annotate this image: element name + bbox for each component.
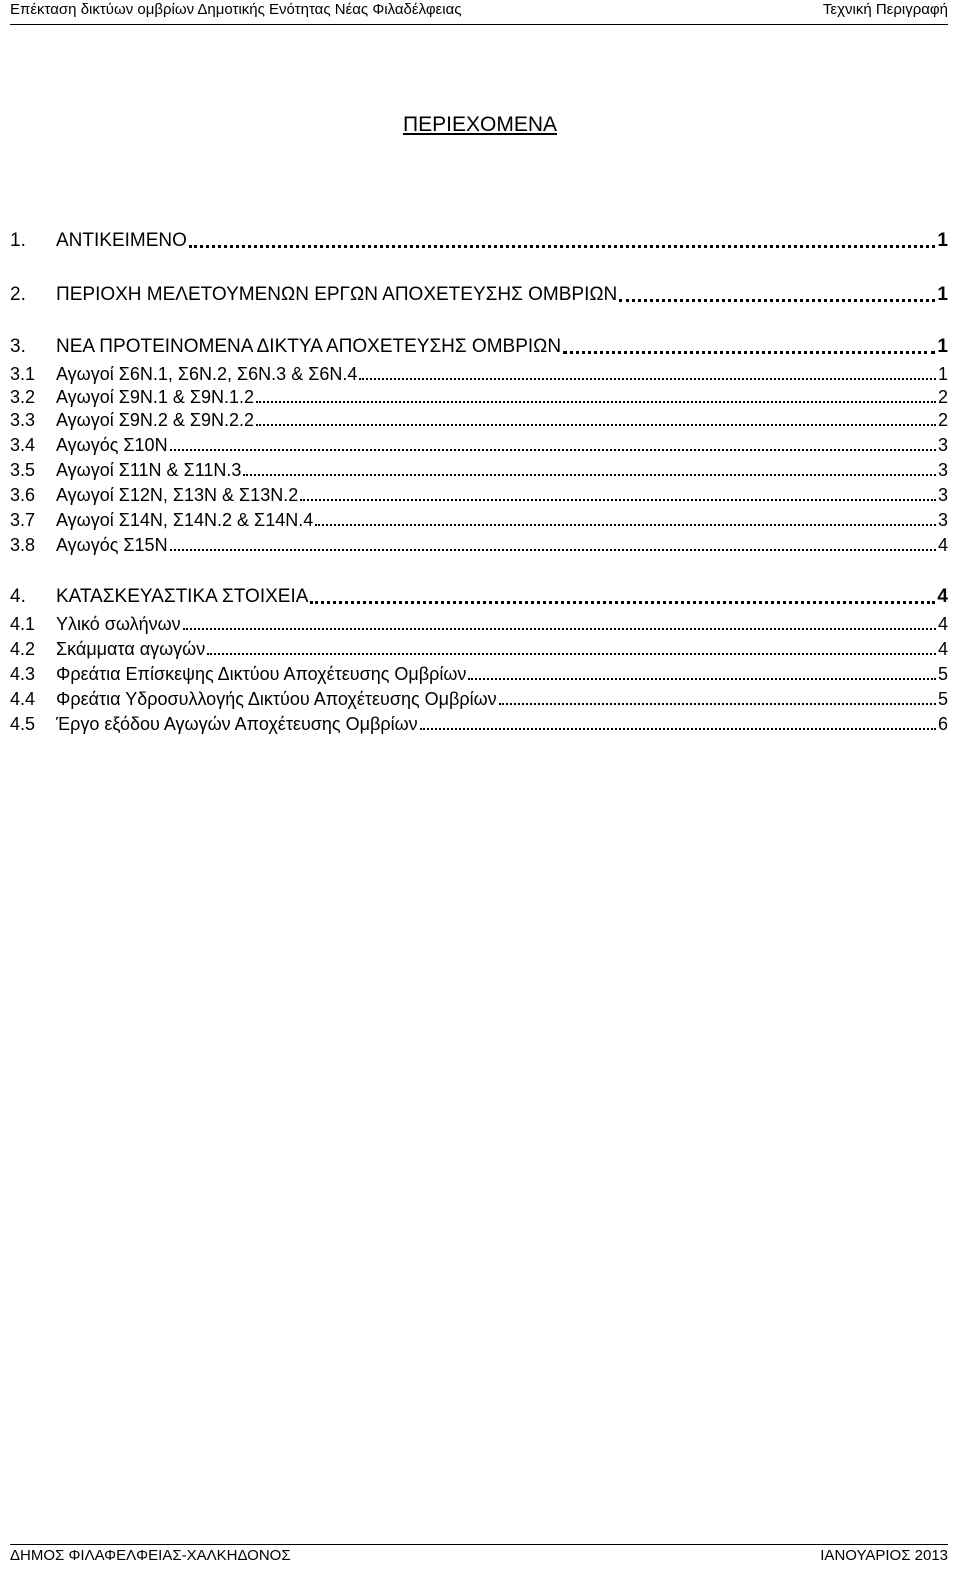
toc-dot-leader <box>189 245 936 248</box>
toc-entry-label: Αγωγοί Σ11Ν & Σ11Ν.3 <box>56 460 242 480</box>
toc-entry-3-6[interactable] <box>10 484 948 506</box>
toc-entry-page: 3 <box>937 485 948 505</box>
toc-entry-page: 1 <box>937 284 948 305</box>
toc-entry-label: ΝΕΑ ΠΡΟΤΕΙΝΟΜΕΝΑ ΔΙΚΤΥΑ ΑΠΟΧΕΤΕΥΣΗΣ ΟΜΒΡΙΩΝ <box>56 336 562 357</box>
toc-entry-page: 5 <box>937 689 948 709</box>
toc-entry-number: 4.2 <box>10 639 36 659</box>
toc-dot-leader <box>359 378 936 380</box>
toc-entry-4-5[interactable] <box>10 713 948 735</box>
toc-entry-label: Αγωγοί Σ12Ν, Σ13Ν & Σ13Ν.2 <box>56 485 299 505</box>
toc-entry-3-7[interactable] <box>10 509 948 531</box>
toc-entry-label: Υλικό σωλήνων <box>56 614 181 634</box>
page-footer <box>10 1544 948 1569</box>
toc-dot-leader <box>499 703 936 705</box>
toc-dot-leader <box>256 401 936 403</box>
toc-entry-page: 1 <box>937 336 948 357</box>
toc-entry-number: 3.7 <box>10 510 36 530</box>
toc-entry-page: 5 <box>937 664 948 684</box>
header-section-name: Τεχνική Περιγραφή <box>822 1 948 18</box>
toc-entry-label: Αγωγοί Σ9Ν.2 & Σ9Ν.2.2 <box>56 410 255 430</box>
toc-entry-number: 4.5 <box>10 714 36 734</box>
header-document-title: Επέκταση δικτύων ομβρίων Δημοτικής Ενότητας Νέας Φιλαδέλφειας <box>10 1 462 18</box>
toc-entry-number: 3.5 <box>10 460 36 480</box>
toc-entry-page: 3 <box>937 435 948 455</box>
toc-entry-number: 4.1 <box>10 614 36 634</box>
page-title: ΠΕΡΙΕΧΟΜΕΝΑ <box>402 113 558 136</box>
toc-entry-number: 3.6 <box>10 485 36 505</box>
toc-dot-leader <box>563 351 935 354</box>
toc-dot-leader <box>170 549 936 551</box>
toc-dot-leader <box>183 628 936 630</box>
toc-entry-page: 3 <box>937 510 948 530</box>
toc-entry-4-2[interactable] <box>10 638 948 660</box>
toc-entry-label: Αγωγοί Σ14Ν, Σ14Ν.2 & Σ14Ν.4 <box>56 510 314 530</box>
toc-entry-1[interactable] <box>10 228 948 254</box>
footer-organization: ΔΗΜΟΣ ΦΙΛΑΦΕΛΦΕΙΑΣ-ΧΑΛΚΗΔΟΝΟΣ <box>10 1547 291 1564</box>
toc-entry-page: 4 <box>937 586 948 607</box>
toc-entry-page: 2 <box>937 387 948 407</box>
footer-date: ΙΑΝΟΥΑΡΙΟΣ 2013 <box>820 1547 948 1564</box>
toc-entry-number: 3.1 <box>10 364 36 384</box>
toc-dot-leader <box>170 449 936 451</box>
toc-dot-leader <box>256 424 936 426</box>
toc-entry-4-4[interactable] <box>10 688 948 710</box>
toc-entry-page: 2 <box>937 410 948 430</box>
toc-entry-label: ΑΝΤΙΚΕΙΜΕΝΟ <box>56 230 187 251</box>
toc-entry-label: Αγωγός Σ15Ν <box>56 535 168 555</box>
toc-entry-3-5[interactable] <box>10 459 948 481</box>
toc-entry-page: 4 <box>937 639 948 659</box>
toc-entry-3[interactable] <box>10 334 948 360</box>
toc-entry-page: 4 <box>937 614 948 634</box>
toc-entry-number: 1. <box>10 230 26 251</box>
toc-entry-3-4[interactable] <box>10 434 948 456</box>
toc-entry-number: 3.4 <box>10 435 36 455</box>
toc-entry-number: 4.3 <box>10 664 36 684</box>
toc-entry-number: 3.2 <box>10 387 36 407</box>
page-header <box>10 0 948 25</box>
toc-entry-3-1[interactable] <box>10 363 948 385</box>
toc-dot-leader <box>243 474 936 476</box>
toc-entry-number: 3.8 <box>10 535 36 555</box>
toc-entry-label: Σκάμματα αγωγών <box>56 639 206 659</box>
toc-entry-number: 4.4 <box>10 689 36 709</box>
toc-entry-label: Έργο εξόδου Αγωγών Αποχέτευσης Ομβρίων <box>56 714 418 734</box>
toc-entry-label: Φρεάτια Υδροσυλλογής Δικτύου Αποχέτευσης Ομβρίων <box>56 689 497 709</box>
toc-entry-number: 3.3 <box>10 410 36 430</box>
toc-entry-page: 4 <box>937 535 948 555</box>
toc-dot-leader <box>300 499 936 501</box>
toc-entry-label: ΠΕΡΙΟΧΗ ΜΕΛΕΤΟΥΜΕΝΩΝ ΕΡΓΩΝ ΑΠΟΧΕΤΕΥΣΗΣ ΟΜΒΡΙΩΝ <box>56 284 618 305</box>
toc-dot-leader <box>468 678 936 680</box>
toc-entry-label: ΚΑΤΑΣΚΕΥΑΣΤΙΚΑ ΣΤΟΙΧΕΙΑ <box>56 586 309 607</box>
toc-dot-leader <box>207 653 936 655</box>
toc-entry-number: 2. <box>10 284 26 305</box>
toc-entry-page: 6 <box>937 714 948 734</box>
toc-entry-label: Αγωγοί Σ9Ν.1 & Σ9Ν.1.2 <box>56 387 255 407</box>
toc-entry-label: Φρεάτια Επίσκεψης Δικτύου Αποχέτευσης Ομβρίων <box>56 664 467 684</box>
toc-entry-label: Αγωγός Σ10Ν <box>56 435 168 455</box>
toc-dot-leader <box>310 601 935 604</box>
toc-dot-leader <box>420 728 936 730</box>
toc-dot-leader <box>315 524 936 526</box>
toc-entry-3-8[interactable] <box>10 534 948 556</box>
toc-entry-3-2[interactable] <box>10 386 948 408</box>
toc-entry-page: 3 <box>937 460 948 480</box>
toc-dot-leader <box>619 299 935 302</box>
toc-entry-page: 1 <box>937 364 948 384</box>
toc-entry-4-3[interactable] <box>10 663 948 685</box>
toc-entry-4-1[interactable] <box>10 613 948 635</box>
toc-entry-2[interactable] <box>10 282 948 308</box>
toc-entry-number: 3. <box>10 336 26 357</box>
toc-entry-page: 1 <box>937 230 948 251</box>
toc-entry-4[interactable] <box>10 584 948 610</box>
toc-entry-number: 4. <box>10 586 26 607</box>
toc-entry-3-3[interactable] <box>10 409 948 431</box>
toc-entry-label: Αγωγοί Σ6Ν.1, Σ6Ν.2, Σ6Ν.3 & Σ6Ν.4 <box>56 364 358 384</box>
